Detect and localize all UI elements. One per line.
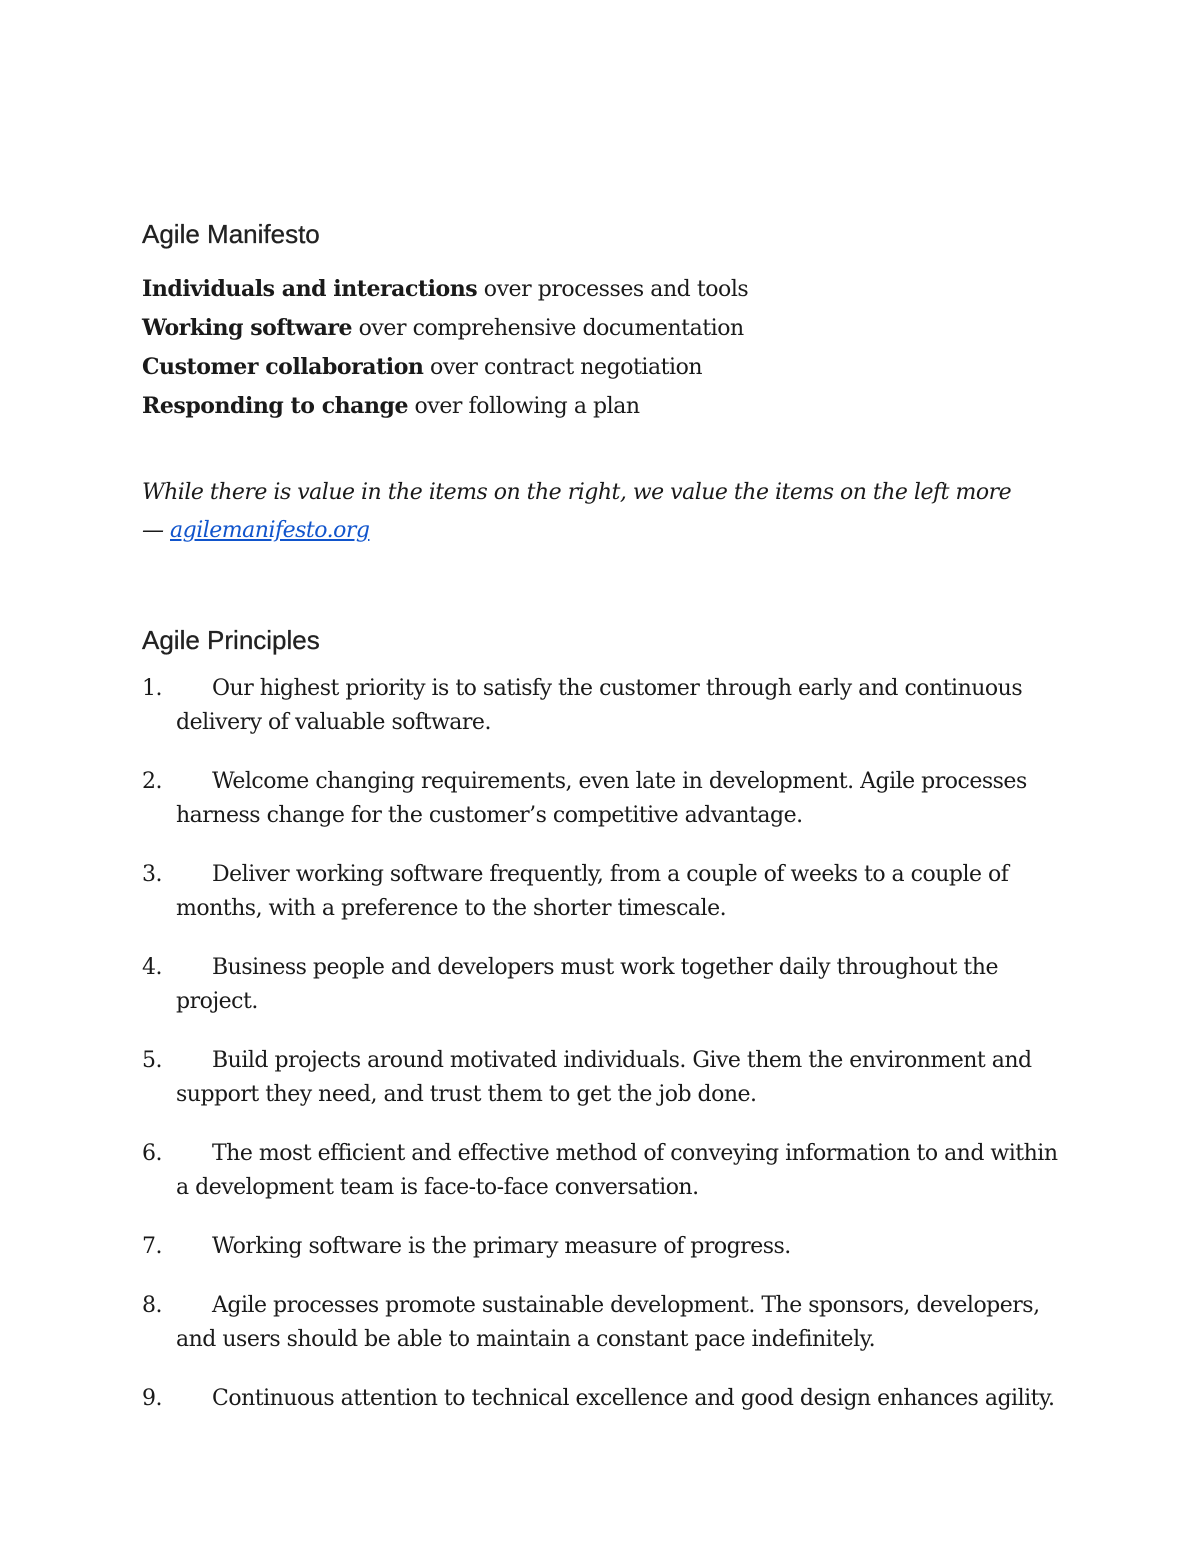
principle-number: 9. — [142, 1386, 162, 1411]
principle-number: 5. — [142, 1048, 162, 1073]
value-rest: over contract negotiation — [423, 355, 703, 380]
principle-text: Build projects around motivated individuals. Give them the environment and support they need, and trust them to get the job done. — [176, 1048, 1032, 1107]
principle-number: 1. — [142, 676, 162, 701]
principles-list — [142, 672, 1062, 1416]
principle-text: Continuous attention to technical excellence and good design enhances agility. — [212, 1386, 1055, 1411]
quote-attribution — [142, 512, 1062, 550]
value-bold-term: Working software — [142, 315, 353, 341]
principle-text: Working software is the primary measure of progress. — [212, 1234, 791, 1259]
manifesto-heading: Agile Manifesto — [142, 219, 320, 249]
principle-number: 4. — [142, 955, 162, 980]
manifesto-value-line — [142, 348, 1062, 387]
attribution-dash: — — [142, 518, 170, 543]
principle-item — [142, 1289, 1062, 1357]
manifesto-value-line — [142, 270, 1062, 309]
principle-item — [142, 1382, 1062, 1416]
principle-item — [142, 951, 1062, 1019]
principles-heading: Agile Principles — [142, 625, 320, 655]
principle-item — [142, 1137, 1062, 1205]
principle-number: 8. — [142, 1293, 162, 1318]
manifesto-values — [142, 270, 1062, 426]
manifesto-value-line — [142, 309, 1062, 348]
principle-item — [142, 765, 1062, 833]
quote-text: While there is value in the items on the right, we value the items on the left more — [142, 480, 1012, 505]
principle-number: 2. — [142, 769, 162, 794]
principle-item — [142, 672, 1062, 740]
principle-item — [142, 1230, 1062, 1264]
value-rest: over processes and tools — [477, 277, 749, 302]
principle-text: Deliver working software frequently, from a couple of weeks to a couple of months, with a preference to the shorter timescale. — [176, 862, 1009, 921]
value-bold-term: Customer collaboration — [142, 354, 424, 380]
principle-number: 3. — [142, 862, 162, 887]
principle-text: Business people and developers must work together daily throughout the project. — [176, 955, 998, 1014]
principle-text: Agile processes promote sustainable development. The sponsors, developers, and users should be able to maintain a constant pace indefinitely. — [176, 1293, 1040, 1352]
manifesto-quote — [142, 474, 1062, 550]
value-bold-term: Individuals and interactions — [142, 276, 478, 302]
agilemanifesto-link[interactable]: agilemanifesto.org — [170, 518, 370, 543]
principle-text: Welcome changing requirements, even late in development. Agile processes harness change for the customer’s competitive advantage. — [176, 769, 1027, 828]
value-bold-term: Responding to change — [142, 393, 409, 419]
manifesto-value-line — [142, 387, 1062, 426]
value-rest: over following a plan — [408, 394, 640, 419]
document-page — [142, 212, 1062, 1441]
principle-number: 6. — [142, 1141, 162, 1166]
principle-text: Our highest priority is to satisfy the customer through early and continuous delivery of valuable software. — [176, 676, 1023, 735]
principle-text: The most efficient and effective method of conveying information to and within a development team is face-to-face conversation. — [176, 1141, 1058, 1200]
principle-item — [142, 858, 1062, 926]
principle-number: 7. — [142, 1234, 162, 1259]
principle-item — [142, 1044, 1062, 1112]
value-rest: over comprehensive documentation — [352, 316, 744, 341]
